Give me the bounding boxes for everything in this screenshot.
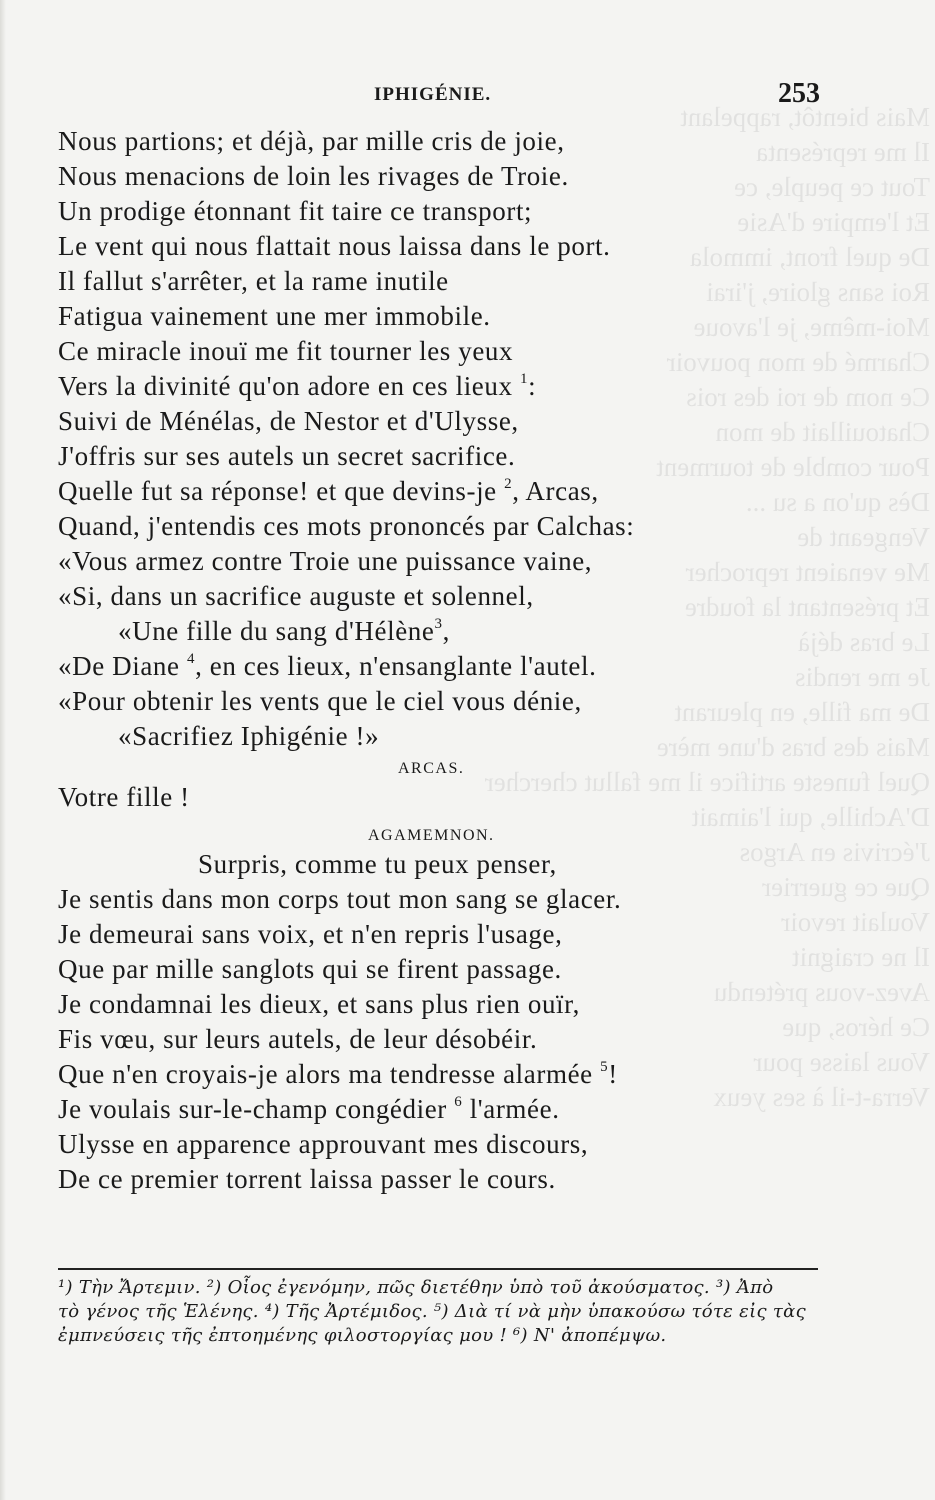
- footnote-ref: 2: [504, 476, 513, 492]
- verse-line: «De Diane $^4$, en ces lieux, n'ensanglante l'autel.: [58, 651, 597, 681]
- verse-line: Suivi de Ménélas, de Nestor et d'Ulysse,: [58, 406, 519, 436]
- verse-line: Quelle fut sa réponse! et que devins-je $^2$, Arcas,: [58, 476, 599, 506]
- verse-line: Je demeurai sans voix, et n'en repris l'usage,: [58, 919, 563, 949]
- footnote-ref: 5: [600, 1059, 609, 1075]
- bleed-through-text: Mais bientôt, rappelant Il me représenta Tout ce peuple, ce Et l'empire d'Asie De quel front, immola Roi sans gloire, j'irai Moi-même, je l'avoue Charmé de mon pouvoir Ce nom de roi des rois Chatouillait de mon Pour comble de tourment Dès qu'on a su ... Vengeant de Me venaient reprocher Et présentant la foudre Le bras déjà Je me rendis De ma fille, en pleurant Mais des bras d'une mère Quel funeste artifice il me fallut chercher D'Achille, qui l'aimait J'écrivis en Argos Que ce guerrier Voulait revoir Il ne craignit Avez-vous prétendu Ce héros, que Vous laisse pour Verra-t-il à ses yeux: [484, 102, 930, 1112]
- speaker-name: ARCAS.: [398, 760, 465, 777]
- verse-line: Un prodige étonnant fit taire ce transport;: [58, 196, 533, 226]
- footnote-ref: 4: [186, 651, 196, 667]
- verse-line: Nous menacions de loin les rivages de Troie.: [58, 161, 569, 191]
- running-title: IPHIGÉNIE.: [374, 84, 492, 105]
- footnote-line: ¹) Τὴν Ἄρτεμιν. ²) Οἷος ἐγενόμην, πῶς διετέθην ὑπὸ τοῦ ἀκούσματος. ³) Ἀπὸ: [58, 1277, 774, 1298]
- verse-line: Il fallut s'arrêter, et la rame inutile: [58, 266, 449, 296]
- verse-line: «Pour obtenir les vents que le ciel vous dénie,: [58, 686, 582, 716]
- verse-line: Ulysse en apparence approuvant mes discours,: [58, 1129, 589, 1159]
- verse-line: Ce miracle inouï me fit tourner les yeux: [58, 336, 514, 366]
- footnote-ref: 3: [434, 616, 443, 632]
- page-number: 253: [778, 78, 820, 109]
- verse-line: «Sacrifiez Iphigénie !»: [118, 721, 380, 751]
- verse-line: «Une fille du sang d'Hélène$^3$,: [118, 616, 450, 646]
- verse-line: Que n'en croyais-je alors ma tendresse alarmée $^5$!: [58, 1059, 618, 1089]
- verse-line: Fatigua vainement une mer immobile.: [58, 301, 491, 331]
- verse-line: «Vous armez contre Troie une puissance vaine,: [58, 546, 593, 576]
- verse-line: J'offris sur ses autels un secret sacrifice.: [58, 441, 516, 471]
- verse-line: Je condamnai les dieux, et sans plus rien ouïr,: [58, 989, 581, 1019]
- verse-line: Le vent qui nous flattait nous laissa dans le port.: [58, 231, 611, 261]
- verse-line: Vers la divinité qu'on adore en ces lieux $^1$:: [58, 371, 537, 401]
- footnote-ref: 1: [519, 371, 529, 387]
- footnote-ref: 6: [454, 1094, 463, 1110]
- verse-body: [58, 124, 858, 1197]
- verse-line: Je voulais sur-le-champ congédier $^6$ l'armée.: [58, 1094, 560, 1124]
- verse-line: Que par mille sanglots qui se firent passage.: [58, 954, 562, 984]
- verse-line: Votre fille !: [58, 782, 190, 812]
- page-edge: [0, 0, 6, 1500]
- verse-line: Surpris, comme tu peux penser,: [198, 849, 557, 879]
- verse-line: Je sentis dans mon corps tout mon sang se glacer.: [58, 884, 622, 914]
- verse-line: Quand, j'entendis ces mots prononcés par Calchas:: [58, 511, 635, 541]
- verse-line: Fis vœu, sur leurs autels, de leur désobéir.: [58, 1024, 538, 1054]
- page-header: [60, 78, 820, 114]
- verse-line: «Si, dans un sacrifice auguste et solennel,: [58, 581, 534, 611]
- footnote-line: τὸ γένος τῆς Ἑλένης. ⁴) Τῆς Ἀρτέμιδος. ⁵) Διὰ τί νὰ μὴν ὑπακούσω τότε εἰς τὰς: [58, 1301, 806, 1322]
- footnote-divider: [58, 1268, 818, 1270]
- footnotes: [58, 1276, 838, 1348]
- speaker-name: AGAMEMNON.: [368, 827, 495, 844]
- verse-line: Nous partions; et déjà, par mille cris de joie,: [58, 126, 565, 156]
- verse-line: De ce premier torrent laissa passer le cours.: [58, 1164, 556, 1194]
- footnote-line: ἐμπνεύσεις τῆς ἐπτοημένης φιλοστοργίας μου ! ⁶) Ν' ἀποπέμψω.: [58, 1325, 667, 1346]
